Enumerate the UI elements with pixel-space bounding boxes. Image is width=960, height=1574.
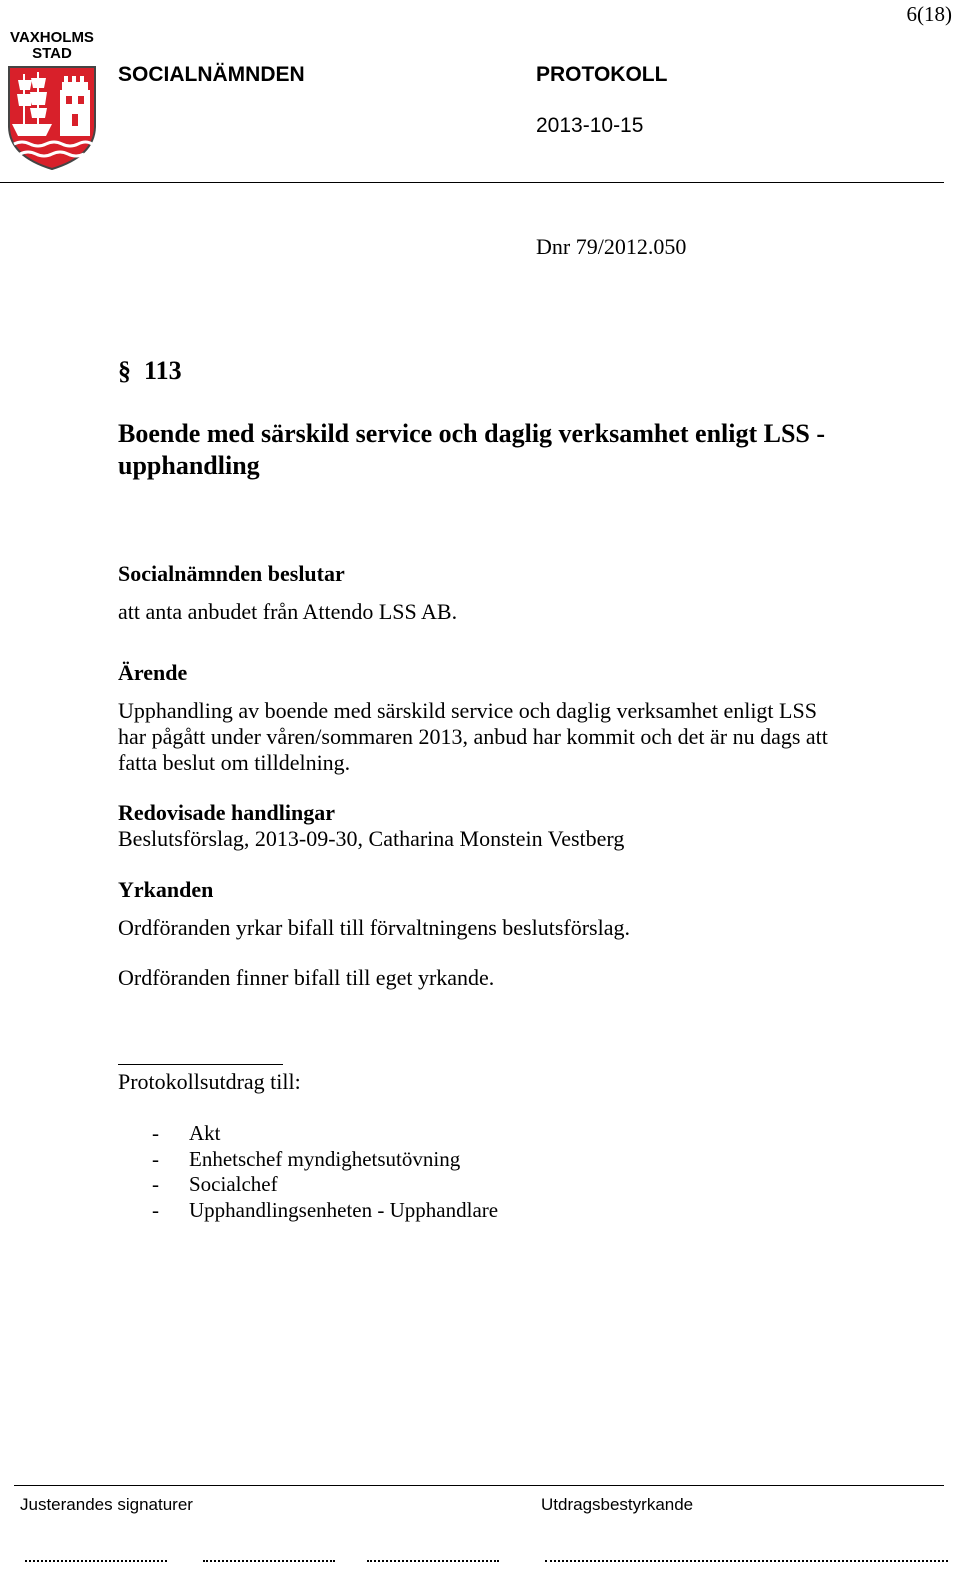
distribution-divider: [118, 1064, 283, 1065]
documents-heading: Redovisade handlingar: [118, 800, 335, 825]
municipality-logo: [6, 30, 98, 176]
paragraph-number-value: 113: [144, 356, 182, 385]
item-title-line1: Boende med särskild service och daglig verksamhet enligt LSS -: [118, 419, 826, 448]
distribution-recipient: Upphandlingsenheten - Upphandlare: [189, 1198, 499, 1222]
signature-line: [25, 1560, 167, 1562]
list-dash: -: [152, 1147, 159, 1171]
list-dash: -: [152, 1121, 159, 1145]
item-title-line2: upphandling: [118, 451, 260, 480]
signature-line: [203, 1560, 335, 1562]
documents-text: Beslutsförslag, 2013-09-30, Catharina Monstein Vestberg: [118, 826, 625, 851]
matter-text-line: fatta beslut om tilldelning.: [118, 750, 351, 775]
paragraph-number: [118, 356, 182, 386]
matter-text-line: har pågått under våren/sommaren 2013, anbud har kommit och det är nu dags att: [118, 724, 828, 749]
decision-text: att anta anbudet från Attendo LSS AB.: [118, 599, 458, 624]
meeting-date: 2013-10-15: [536, 114, 644, 137]
document-type: PROTOKOLL: [536, 63, 668, 86]
footer-divider: [14, 1485, 944, 1486]
header-divider: [0, 182, 944, 183]
matter-text-line: Upphandling av boende med särskild service och daglig verksamhet enligt LSS: [118, 698, 817, 723]
list-dash: -: [152, 1172, 159, 1196]
page-number: 6(18): [906, 2, 952, 26]
distribution-recipient: Enhetschef myndighetsutövning: [189, 1147, 461, 1171]
organization-name: SOCIALNÄMNDEN: [118, 63, 305, 86]
motion-text: Ordföranden yrkar bifall till förvaltningens beslutsförslag.: [118, 915, 630, 940]
paragraph-symbol: §: [118, 356, 131, 385]
coat-of-arms-icon: [6, 64, 98, 172]
logo-text-line1: VAXHOLMS: [10, 29, 94, 46]
certification-line: [545, 1560, 948, 1562]
list-dash: -: [152, 1198, 159, 1222]
extract-certification-label: Utdragsbestyrkande: [541, 1495, 694, 1514]
signatures-label: Justerandes signaturer: [20, 1495, 193, 1514]
motions-heading: Yrkanden: [118, 877, 214, 902]
logo-text-line2: STAD: [32, 45, 72, 62]
distribution-label: Protokollsutdrag till:: [118, 1069, 301, 1094]
diary-number: Dnr 79/2012.050: [536, 234, 687, 259]
distribution-recipient: Akt: [189, 1121, 221, 1145]
ruling-text: Ordföranden finner bifall till eget yrkande.: [118, 965, 495, 990]
decision-heading: Socialnämnden beslutar: [118, 561, 345, 586]
matter-heading: Ärende: [118, 660, 188, 685]
distribution-recipient: Socialchef: [189, 1172, 278, 1196]
signature-line: [367, 1560, 499, 1562]
